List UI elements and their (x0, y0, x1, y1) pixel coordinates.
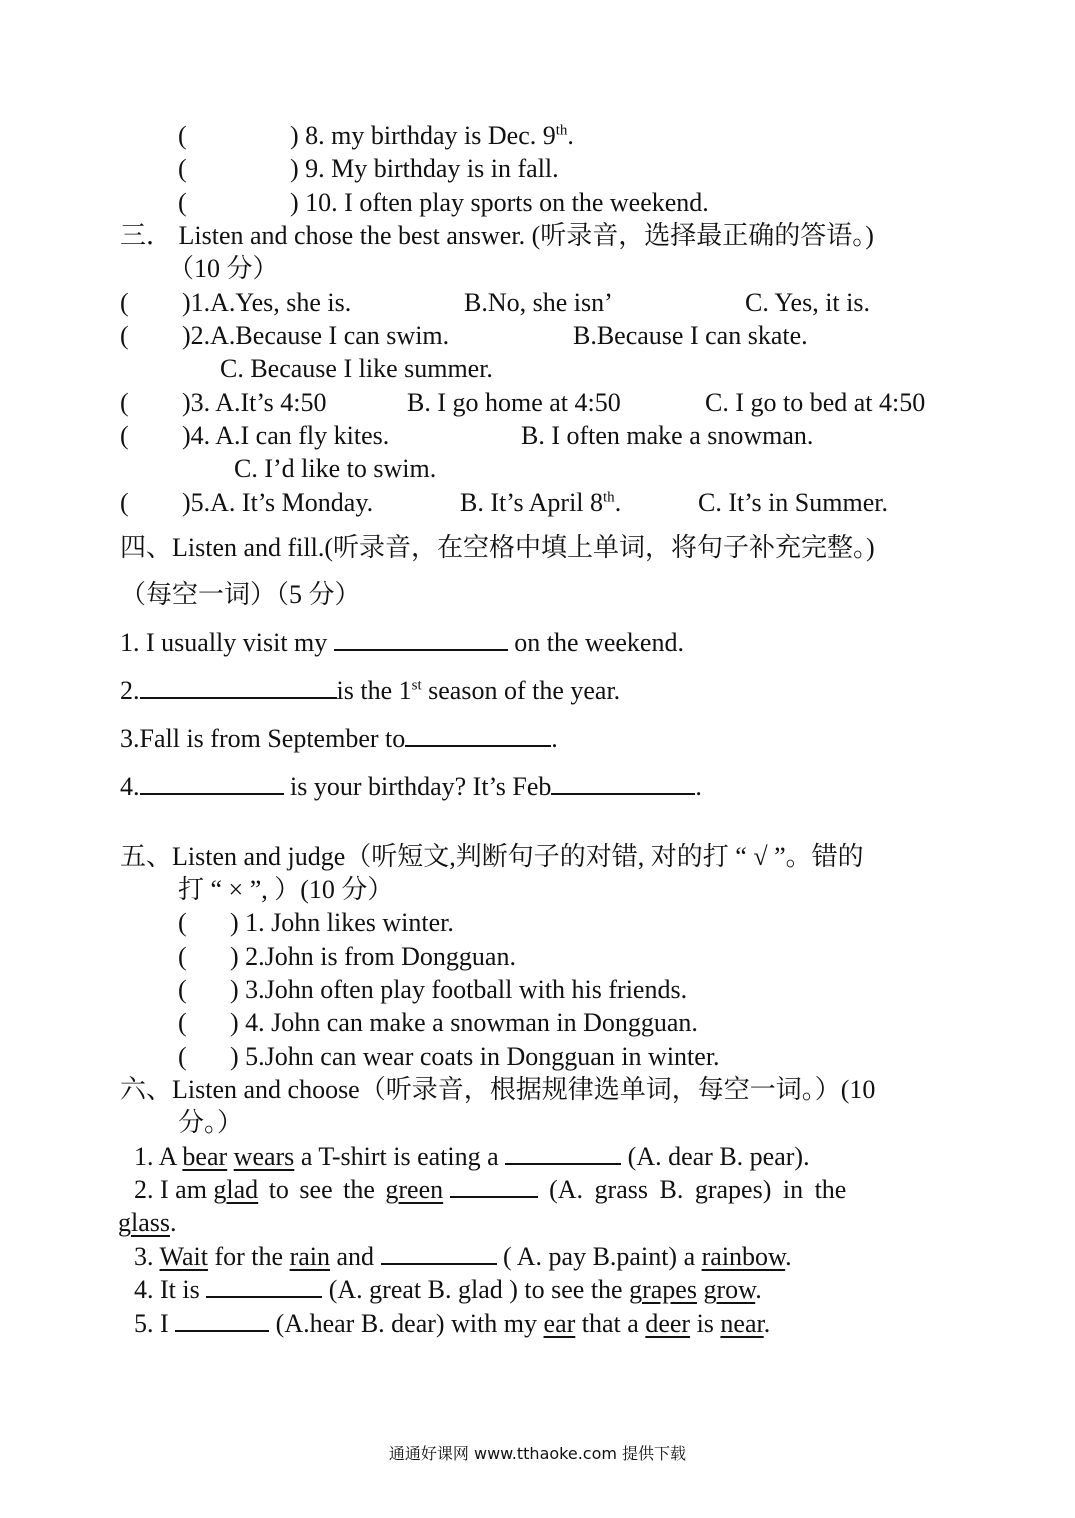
mc-question-5 (120, 487, 960, 519)
fill-blank[interactable] (206, 1274, 322, 1298)
sentence-text: season of the year. (421, 676, 621, 705)
option-b: B.Because I can skate. (573, 321, 808, 350)
sentence-text: 1. I usually visit my (120, 628, 334, 657)
answer-bracket[interactable]: ( (178, 188, 187, 217)
pattern-word: bear (182, 1142, 228, 1171)
mc-question-4-c: C. I’d like to swim. (234, 454, 437, 483)
pattern-word: glass (118, 1208, 170, 1237)
pattern-word: rain (289, 1242, 330, 1271)
option-c: C. Yes, it is. (745, 288, 870, 317)
sentence-text: (A.hear B. dear) with my (269, 1309, 544, 1338)
item-text: my birthday is Dec. 9 (331, 121, 556, 150)
item-text: ) 2.John is from Dongguan. (230, 942, 516, 971)
judge-item (178, 941, 516, 973)
section-6-heading: 六、Listen and choose（听录音，根据规律选单词，每空一词。）(10 (120, 1075, 876, 1104)
sentence-text: and (330, 1242, 381, 1271)
pattern-word: grapes (629, 1275, 697, 1304)
page-footer: 通通好课网 www.tthaoke.com 提供下载 (388, 1444, 687, 1463)
option-a: )1.A.Yes, she is. (182, 288, 352, 317)
fill-blank[interactable] (140, 675, 337, 699)
section-5-heading: 五、Listen and judge（听短文,判断句子的对错, 对的打 “ √ ”。错的 (120, 842, 864, 871)
pattern-word: wears (233, 1142, 295, 1171)
option-b: B.No, she isn’ (464, 288, 613, 317)
option-b: B. It’s April 8th. (460, 488, 622, 517)
option-a: )3. A.It’s 4:50 (182, 388, 327, 417)
answer-bracket[interactable]: ( (120, 388, 129, 417)
fill-blank[interactable] (505, 1141, 621, 1165)
sentence-text: 4. (120, 772, 140, 801)
fill-sentence-2 (120, 675, 620, 707)
choose-sentence-5 (134, 1308, 770, 1340)
fill-blank[interactable] (175, 1308, 269, 1332)
item-number: 9. (305, 154, 325, 183)
answer-bracket[interactable]: ( (120, 421, 129, 450)
superscript: th (555, 122, 568, 139)
sentence-text: . (763, 1309, 771, 1338)
sentence-text: 4. It is (134, 1275, 207, 1304)
judge-item-10: ( ) 10. I often play sports on the weekend. (178, 188, 709, 217)
sentence-text: 3. (134, 1242, 160, 1271)
pattern-word: glad (213, 1175, 259, 1204)
sentence-text: . (785, 1242, 792, 1271)
choose-sentence-1 (134, 1141, 810, 1173)
section-3-heading: 三． Listen and chose the best answer. (听录音，选择最正确的答语。) (120, 221, 874, 250)
choose-sentence-3 (134, 1241, 792, 1273)
item-text: I often play sports on the weekend. (344, 188, 709, 217)
pattern-word: deer (645, 1309, 691, 1338)
answer-bracket[interactable]: ( (178, 154, 187, 183)
option-c: C. It’s in Summer. (698, 488, 888, 517)
sentence-text: 3.Fall is from September to (120, 724, 406, 753)
option-b: B. I often make a snowman. (521, 421, 814, 450)
sentence-text: is (690, 1309, 721, 1338)
section-4-sub: （每空一词）（5 分） (120, 580, 361, 609)
sentence-text: . (755, 1275, 762, 1304)
item-text: My birthday is in fall. (331, 154, 559, 183)
item-text: ) 3.John often play football with his friends. (230, 975, 688, 1004)
sentence-text: is the 1 (336, 676, 412, 705)
punctuation: . (567, 121, 574, 150)
answer-bracket[interactable]: ( (178, 121, 187, 150)
fill-blank[interactable] (140, 771, 284, 795)
judge-item (178, 1007, 698, 1039)
judge-item (178, 974, 687, 1006)
answer-bracket[interactable]: ( (178, 975, 187, 1004)
option-a: )4. A.I can fly kites. (182, 421, 390, 450)
sentence-text: to see the (258, 1175, 386, 1204)
item-text: ) 4. John can make a snowman in Dongguan. (230, 1008, 698, 1037)
sentence-text: . (551, 724, 558, 753)
section-6-heading-cont: 分。） (178, 1108, 244, 1137)
answer-bracket[interactable]: ( (120, 488, 129, 517)
fill-sentence-3 (120, 723, 558, 755)
option-b: B. I go home at 4:50 (407, 388, 621, 417)
pattern-word: Wait (159, 1242, 208, 1271)
answer-bracket[interactable]: ( (120, 288, 129, 317)
choose-sentence-2-cont (118, 1207, 177, 1239)
fill-blank[interactable] (551, 771, 695, 795)
pattern-word: ear (543, 1309, 576, 1338)
sentence-text: 5. I (134, 1309, 176, 1338)
sentence-text: . (695, 772, 702, 801)
item-text: ) 1. John likes winter. (230, 908, 454, 937)
judge-item-9: ( ) 9. My birthday is in fall. (178, 154, 559, 183)
answer-bracket[interactable]: ( (178, 1042, 187, 1071)
fill-blank[interactable] (334, 627, 508, 651)
answer-bracket[interactable]: ( (120, 321, 129, 350)
sentence-text: on the weekend. (507, 628, 684, 657)
answer-bracket[interactable]: ( (178, 1008, 187, 1037)
sentence-text: (A. great B. glad ) to see the (322, 1275, 630, 1304)
pattern-word: rainbow (701, 1242, 786, 1271)
mc-question-3 (120, 387, 960, 419)
item-number: 10. (305, 188, 338, 217)
section-4-heading: 四、Listen and fill.(听录音，在空格中填上单词，将句子补充完整。) (120, 533, 875, 562)
pattern-word: grow (703, 1275, 756, 1304)
sentence-text: 2. (120, 676, 140, 705)
fill-sentence-4 (120, 771, 702, 803)
sentence-text: 2. I am (134, 1175, 214, 1204)
section-3-score: （10 分） (168, 254, 279, 283)
answer-bracket[interactable]: ( (178, 942, 187, 971)
fill-blank[interactable] (405, 723, 551, 747)
section-5-heading-cont: 打 “ × ”, ）(10 分） (178, 875, 394, 904)
sentence-text: ( A. pay B.paint) a (496, 1242, 702, 1271)
mc-question-2-c: C. Because I like summer. (220, 354, 493, 383)
sentence-text: . (170, 1208, 177, 1237)
option-a: )5.A. It’s Monday. (182, 488, 374, 517)
item-text: ) 5.John can wear coats in Dongguan in winter. (230, 1042, 720, 1071)
superscript: st (411, 677, 422, 694)
pattern-word: near (720, 1309, 764, 1338)
judge-item-8: ( ) 8. my birthday is Dec. 9th. (178, 121, 574, 150)
answer-bracket[interactable]: ( (178, 908, 187, 937)
judge-item (178, 1041, 720, 1073)
superscript: th (603, 489, 615, 506)
judge-item (178, 907, 454, 939)
fill-sentence-1 (120, 627, 684, 659)
sentence-text: (A. grass B. grapes) in the (537, 1175, 847, 1204)
sentence-text: that a (575, 1309, 646, 1338)
sentence-text: for the (207, 1242, 290, 1271)
fill-blank[interactable] (450, 1174, 538, 1198)
choose-sentence-2 (134, 1174, 846, 1206)
option-c: C. I go to bed at 4:50 (705, 388, 926, 417)
pattern-word: green (385, 1175, 444, 1204)
mc-question-1 (120, 287, 960, 319)
sentence-text: is your birthday? It’s Feb (283, 772, 552, 801)
sentence-text: 1. A (134, 1142, 183, 1171)
option-a: )2.A.Because I can swim. (182, 321, 450, 350)
fill-blank[interactable] (381, 1241, 497, 1265)
mc-question-2 (120, 320, 960, 352)
item-number: 8. (305, 121, 325, 150)
sentence-text: (A. dear B. pear). (621, 1142, 810, 1171)
choose-sentence-4 (134, 1274, 762, 1306)
mc-question-4 (120, 420, 960, 452)
sentence-text: a T-shirt is eating a (294, 1142, 506, 1171)
